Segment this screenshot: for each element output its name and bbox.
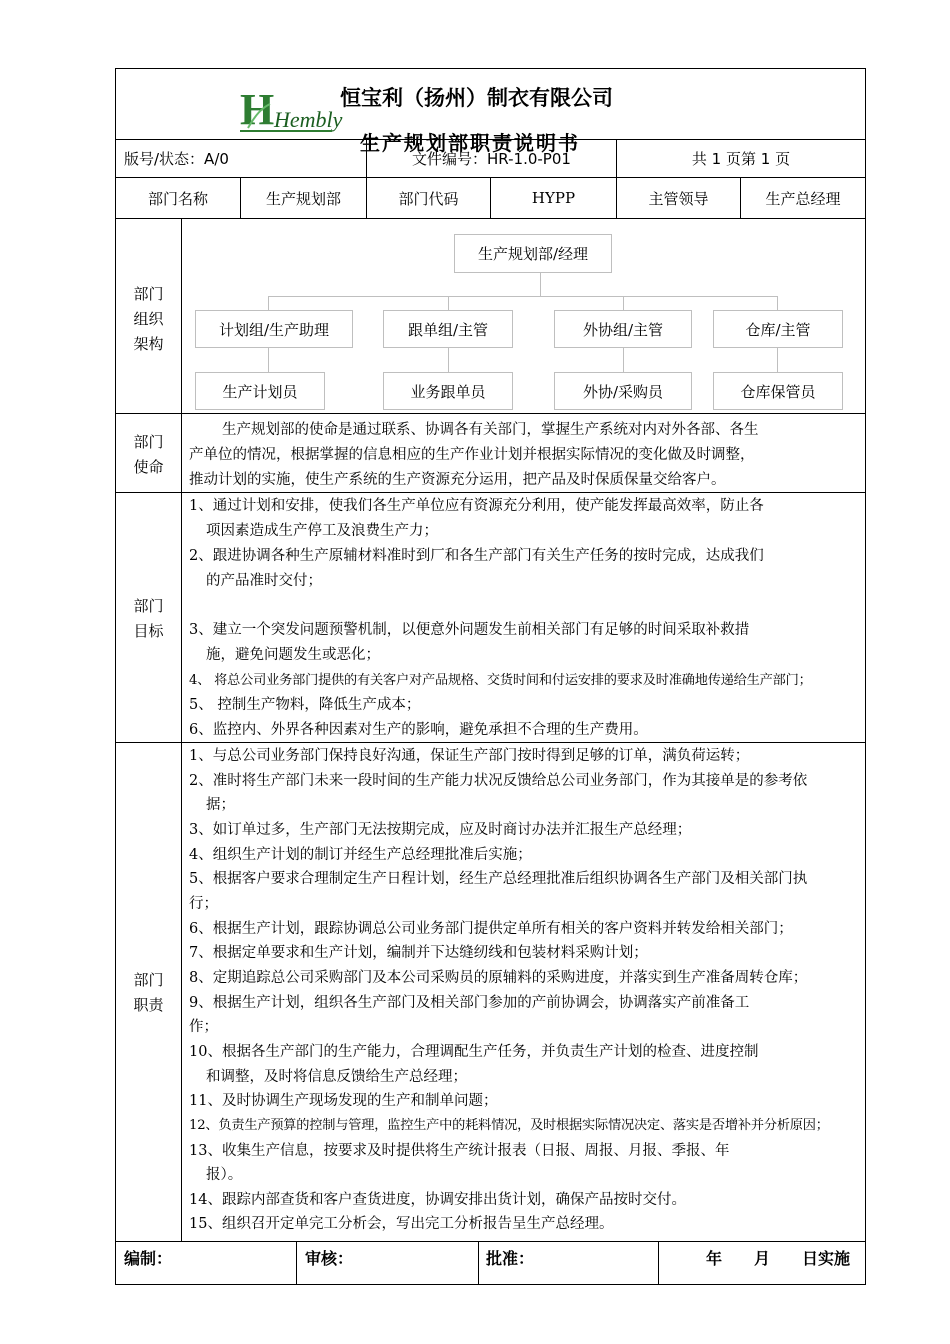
- goals-list: [189, 494, 859, 743]
- dept-name-value: 生产规划部: [265, 189, 341, 208]
- duties-list: [189, 744, 859, 1237]
- goal-item: 1、通过计划和安排，使我们各生产单位应有资源充分利用，使产能发挥最高效率，防止各: [189, 498, 764, 514]
- duty-item-cont: 作；: [189, 1019, 218, 1036]
- dept-name-label: 部门名称: [147, 189, 208, 208]
- org-node-merchandiser: 业务跟单员: [383, 372, 513, 410]
- svg-text:H: H: [240, 85, 275, 134]
- org-section-label: 部门 组织 架构: [133, 285, 164, 353]
- goal-item-cont: 施，避免问题发生或恶化；: [206, 647, 380, 663]
- logo-mark-icon: [240, 84, 343, 136]
- goals-label: 部门 目标: [133, 597, 164, 640]
- duty-item: 14、跟踪内部查货和客户查货进度，协调安排出货计划，确保产品按时交付。: [189, 1191, 686, 1208]
- duty-item: 11、及时协调生产现场发现的生产和制单问题；: [189, 1093, 498, 1110]
- mission-line: 推动计划的实施，使生产系统的生产资源充分运用，把产品及时保质保量交给客户。: [189, 472, 726, 488]
- company-logo: [240, 84, 343, 136]
- goal-item-cont: 的产品准时交付；: [206, 573, 322, 589]
- duty-item: 12、负责生产预算的控制与管理，监控生产中的耗料情况，及时根据实际情况决定、落实是否增补并分析原因；: [189, 1117, 829, 1133]
- goal-item: 2、跟进协调各种生产原辅材料准时到厂和各生产部门有关生产任务的按时完成，达成我们: [189, 548, 764, 564]
- duty-item: 5、根据客户要求合理制定生产日程计划，经生产总经理批准后组织协调各生产部门及相关部门执: [189, 871, 808, 888]
- duty-item: 4、组织生产计划的制订并经生产总经理批准后实施；: [189, 846, 532, 863]
- org-connector-g3: [623, 296, 624, 310]
- duty-item: 3、如订单过多，生产部门无法按期完成，应及时商讨办法并汇报生产总经理；: [189, 821, 692, 838]
- duty-item-cont: 行；: [189, 895, 218, 912]
- duty-item: 8、定期追踪总公司采购部门及本公司采购员的原辅料的采购进度，并落实到生产准备周转仓库；: [189, 969, 808, 986]
- org-node-follow-group: 跟单组/主管: [383, 310, 513, 348]
- rule-duties-bottom: [115, 1241, 866, 1242]
- duty-item: 2、准时将生产部门未来一段时间的生产能力状况反馈给总公司业务部门，作为其接单是的参考依: [189, 772, 808, 789]
- duty-item: 15、组织召开定单完工分析会，写出完工分析报告呈生产总经理。: [189, 1216, 614, 1233]
- duty-item: 9、根据生产计划，组织各生产部门及相关部门参加的产前协调会，协调落实产前准备工: [189, 994, 750, 1011]
- leader-value: 生产总经理: [765, 189, 841, 208]
- org-node-purchaser: 外协/采购员: [554, 372, 692, 410]
- org-node-planner: 生产计划员: [195, 372, 325, 410]
- goal-spacer: [189, 594, 859, 618]
- rule-org-bottom: [115, 413, 866, 414]
- compiled-by-label: 编制：: [124, 1249, 173, 1268]
- mission-line: 生产规划部的使命是通过联系、协调各有关部门，掌握生产系统对内对外各部、各生: [222, 422, 759, 438]
- duty-item: 10、根据各生产部门的生产能力，合理调配生产任务，并负责生产计划的检查、进度控制: [189, 1043, 759, 1060]
- duty-item: 13、收集生产信息，按要求及时提供将生产统计报表（日报、周报、月报、季报、年: [189, 1142, 730, 1159]
- rule-label-column: [181, 218, 182, 1241]
- org-node-plan-group: 计划组/生产助理: [195, 310, 353, 348]
- duty-item-cont: 和调整，及时将信息反馈给生产总经理；: [206, 1068, 467, 1085]
- approved-by-label: 批准：: [486, 1249, 535, 1268]
- duty-item-cont: 据；: [206, 797, 235, 814]
- goal-item-cont: 项因素造成生产停工及浪费生产力；: [206, 523, 438, 539]
- org-connector-m1: [268, 347, 269, 372]
- org-connector-m4: [777, 347, 778, 372]
- company-name: 恒宝利（扬州）制衣有限公司: [340, 86, 613, 110]
- doc-title-clipped: 生产规划部职责说明书: [360, 131, 580, 155]
- org-connector-top: [540, 273, 541, 296]
- document-number: 文件编号：HR-1.0-P01: [412, 150, 571, 168]
- duty-item: 7、根据定单要求和生产计划，编制并下达缝纫线和包装材料采购计划；: [189, 945, 648, 962]
- leader-label: 主管领导: [648, 189, 709, 208]
- org-node-warehouse-keeper: 仓库保管员: [713, 372, 843, 410]
- org-node-warehouse-group: 仓库/主管: [713, 310, 843, 348]
- rule-dept-bottom: [115, 218, 866, 219]
- org-connector-m2: [448, 347, 449, 372]
- goal-item: 5、 控制生产物料，降低生产成本；: [189, 697, 421, 713]
- duties-label: 部门 职责: [133, 971, 164, 1014]
- goal-item: 6、监控内、外界各种因素对生产的影响，避免承担不合理的生产费用。: [189, 722, 648, 738]
- mission-line: 产单位的情况，根据掌握的信息相应的生产作业计划并根据实际情况的变化做及时调整，: [189, 447, 755, 463]
- rule-footer-v3: [658, 1241, 659, 1285]
- svg-text:Hembly: Hembly: [274, 107, 343, 132]
- duty-item-cont: 报）。: [206, 1167, 243, 1184]
- mission-label: 部门 使命: [133, 433, 164, 476]
- dept-code-label: 部门代码: [398, 189, 459, 208]
- org-connector-m3: [623, 347, 624, 372]
- page-count: 共 1 页第 1 页: [691, 150, 791, 168]
- goal-item: 4、 将总公司业务部门提供的有关客户对产品规格、交货时间和付运安排的要求及时准确地传递给生产部门；: [189, 673, 812, 688]
- org-connector-g4: [777, 296, 778, 310]
- duty-item: 1、与总公司业务部门保持良好沟通，保证生产部门按时得到足够的订单，满负荷运转；: [189, 748, 750, 764]
- org-connector-bar: [268, 296, 777, 297]
- rule-footer-v2: [478, 1241, 479, 1285]
- org-connector-g2: [448, 296, 449, 310]
- mission-text: [189, 418, 859, 493]
- duty-item: 6、根据生产计划，跟踪协调总公司业务部门提供定单所有相关的客户资料并转发给相关部门；: [189, 920, 793, 937]
- org-connector-g1: [268, 296, 269, 310]
- effective-date-label: 年 月 日实施: [706, 1249, 851, 1268]
- org-node-manager: 生产规划部/经理: [454, 234, 612, 273]
- rule-footer-v1: [296, 1241, 297, 1285]
- goal-item: 3、建立一个突发问题预警机制，以便意外问题发生前相关部门有足够的时间采取补救措: [189, 622, 750, 638]
- dept-code-value: HYPP: [531, 189, 576, 207]
- org-node-outsource-group: 外协组/主管: [554, 310, 692, 348]
- version-status: 版号/状态：A/0: [124, 150, 229, 168]
- reviewed-by-label: 审核：: [305, 1249, 354, 1268]
